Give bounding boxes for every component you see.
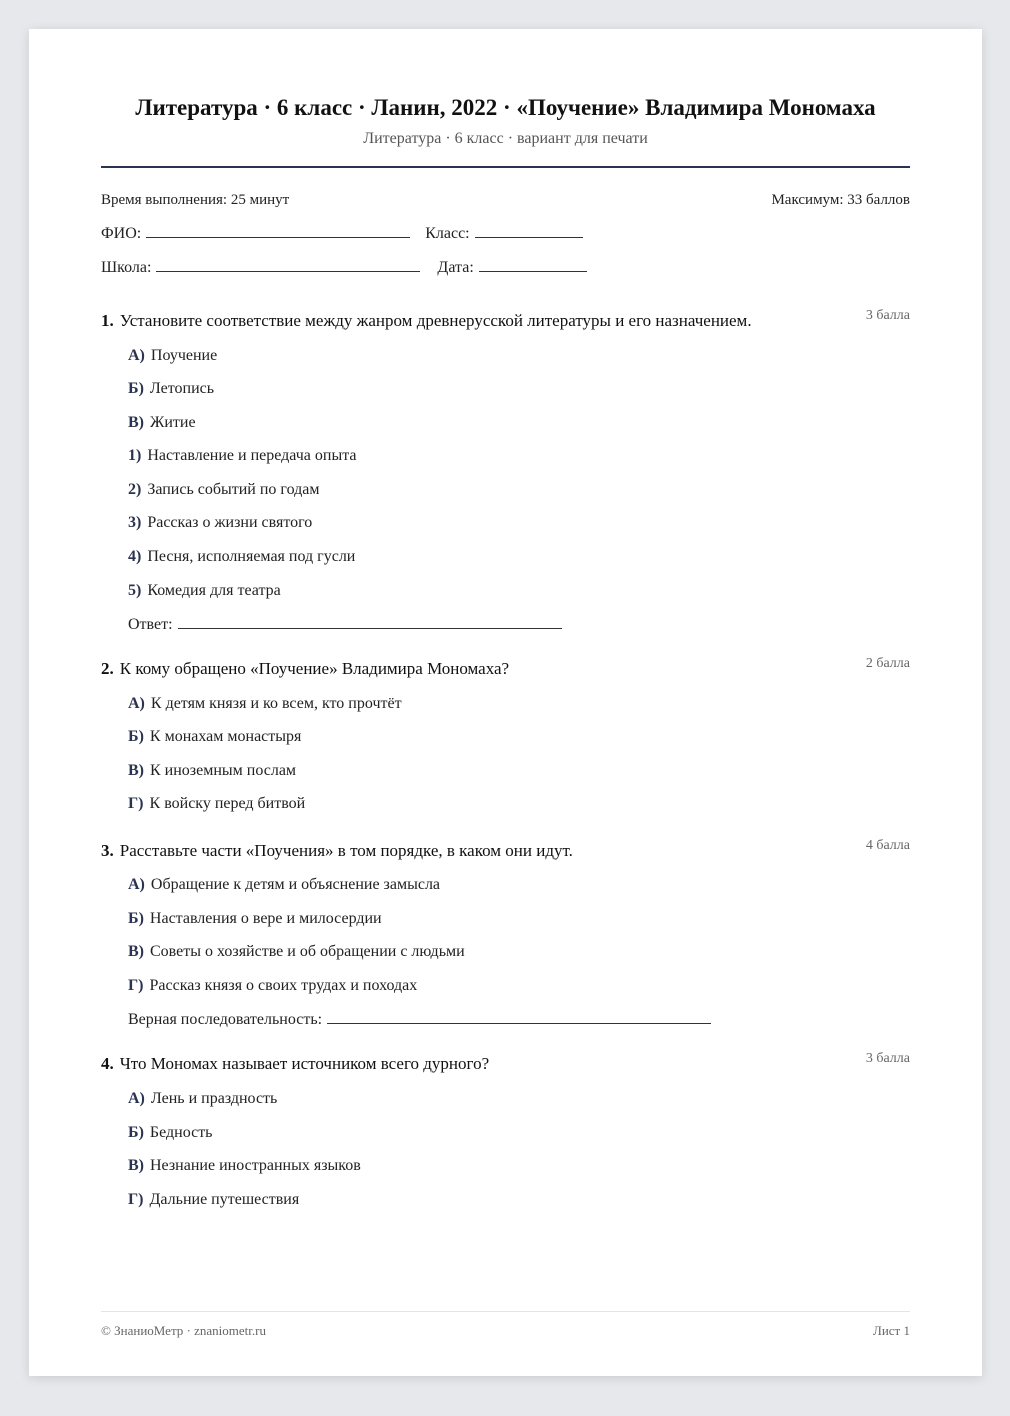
- option-item: [128, 582, 281, 600]
- date-field[interactable]: [479, 270, 587, 272]
- option-label: А): [128, 695, 145, 712]
- option-item: [128, 347, 217, 365]
- option-item: [128, 910, 382, 928]
- option-label: Г): [128, 977, 144, 994]
- option-label: В): [128, 943, 144, 960]
- option-text: Летопись: [149, 380, 215, 397]
- class-field[interactable]: [475, 236, 583, 238]
- option-text: Житие: [150, 414, 196, 431]
- class-label: Класс:: [425, 225, 470, 242]
- option-item: [128, 695, 402, 713]
- option-text: К войску перед битвой: [149, 795, 306, 812]
- page-subtitle: Литература · 6 класс · вариант для печати: [363, 130, 648, 147]
- question-text: Расставьте части «Поучения» в том порядке, в каком они идут.: [119, 841, 573, 860]
- option-item: [128, 380, 214, 398]
- option-text: Поучение: [150, 347, 218, 364]
- option-text: Комедия для театра: [147, 582, 281, 599]
- fio-field[interactable]: [146, 236, 410, 238]
- school-field[interactable]: [156, 270, 420, 272]
- meta-row: [101, 192, 910, 209]
- name-class-row: [101, 225, 588, 243]
- question-3-head: [101, 838, 910, 861]
- option-text: К монахам монастыря: [149, 728, 302, 745]
- option-text: Рассказ о жизни святого: [147, 514, 313, 531]
- footer-copyright: © ЗнаниоМетр · znaniometr.ru: [101, 1323, 266, 1338]
- question-text: Установите соответствие между жанром древнерусской литературы и его назначением.: [119, 311, 752, 330]
- option-text: Песня, исполняемая под гусли: [147, 548, 356, 565]
- question-number: 1.: [101, 311, 114, 330]
- page-footer: [101, 1323, 910, 1339]
- option-label: Б): [128, 910, 144, 927]
- option-text: Наставление и передача опыта: [147, 447, 357, 464]
- school-date-row: [101, 259, 592, 277]
- option-text: Обращение к детям и объяснение замысла: [150, 876, 441, 893]
- date-label: Дата:: [437, 259, 474, 276]
- option-label: В): [128, 414, 144, 431]
- question-1: [101, 308, 910, 633]
- question-number: 4.: [101, 1054, 114, 1073]
- option-label: 1): [128, 447, 142, 464]
- worksheet-page: [29, 29, 982, 1376]
- option-text: Советы о хозяйстве и об обращении с людьми: [150, 943, 465, 960]
- answer-row: [128, 1011, 711, 1029]
- option-label: 2): [128, 481, 142, 498]
- option-text: Бедность: [149, 1124, 213, 1141]
- option-item: [128, 514, 312, 532]
- option-item: [128, 977, 417, 995]
- option-item: [128, 414, 196, 432]
- option-text: Незнание иностранных языков: [150, 1157, 361, 1174]
- option-label: В): [128, 1157, 144, 1174]
- option-text: Запись событий по годам: [147, 481, 320, 498]
- option-label: Б): [128, 380, 144, 397]
- page-title: Литература · 6 класс · Ланин, 2022 · «Поучение» Владимира Мономаха: [135, 95, 876, 120]
- question-4-head: [101, 1051, 910, 1074]
- school-label: Школа:: [101, 259, 152, 276]
- option-label: А): [128, 1090, 145, 1107]
- question-2-head: [101, 656, 910, 679]
- option-text: Рассказ князя о своих трудах и походах: [149, 977, 418, 994]
- option-label: Б): [128, 728, 144, 745]
- answer-label: Ответ:: [128, 616, 173, 633]
- option-item: [128, 1090, 277, 1108]
- question-text: Что Мономах называет источником всего дурного?: [119, 1054, 490, 1073]
- option-label: Б): [128, 1124, 144, 1141]
- option-text: К детям князя и ко всем, кто прочтёт: [150, 695, 402, 712]
- question-points: 3 балла: [865, 308, 910, 323]
- option-item: [128, 548, 355, 566]
- option-item: [128, 795, 305, 813]
- option-label: А): [128, 876, 145, 893]
- option-label: 5): [128, 582, 142, 599]
- option-label: А): [128, 347, 145, 364]
- time-limit: Время выполнения: 25 минут: [101, 192, 290, 208]
- question-points: 4 балла: [865, 838, 910, 853]
- option-item: [128, 728, 301, 746]
- option-label: 4): [128, 548, 142, 565]
- question-number: 2.: [101, 659, 114, 678]
- answer-label: Верная последовательность:: [128, 1011, 323, 1028]
- question-text: К кому обращено «Поучение» Владимира Мономаха?: [119, 659, 510, 678]
- page-number: Лист 1: [873, 1323, 910, 1338]
- option-item: [128, 1191, 299, 1209]
- page-content: [101, 29, 910, 1376]
- question-points: 3 балла: [865, 1051, 910, 1066]
- option-item: [128, 481, 320, 499]
- option-item: [128, 943, 465, 961]
- answer-field[interactable]: [178, 627, 562, 629]
- option-text: К иноземным послам: [150, 762, 297, 779]
- option-item: [128, 1157, 361, 1175]
- question-number: 3.: [101, 841, 114, 860]
- answer-row: [128, 616, 562, 634]
- footer-divider: [101, 1311, 910, 1312]
- question-3: [101, 838, 910, 1028]
- question-points: 2 балла: [865, 656, 910, 671]
- sequence-answer-field[interactable]: [327, 1022, 711, 1024]
- option-item: [128, 1124, 212, 1142]
- option-text: Дальние путешествия: [149, 1191, 300, 1208]
- question-2: [101, 656, 910, 812]
- option-label: Г): [128, 1191, 144, 1208]
- option-text: Лень и праздность: [150, 1090, 278, 1107]
- option-item: [128, 876, 440, 894]
- option-text: Наставления о вере и милосердии: [149, 910, 382, 927]
- question-1-head: [101, 308, 910, 331]
- header-divider: [101, 166, 910, 168]
- question-4: [101, 1051, 910, 1208]
- option-label: 3): [128, 514, 142, 531]
- option-label: Г): [128, 795, 144, 812]
- fio-label: ФИО:: [101, 225, 142, 242]
- option-item: [128, 447, 357, 465]
- option-label: В): [128, 762, 144, 779]
- max-score: Максимум: 33 баллов: [771, 192, 910, 208]
- option-item: [128, 762, 296, 780]
